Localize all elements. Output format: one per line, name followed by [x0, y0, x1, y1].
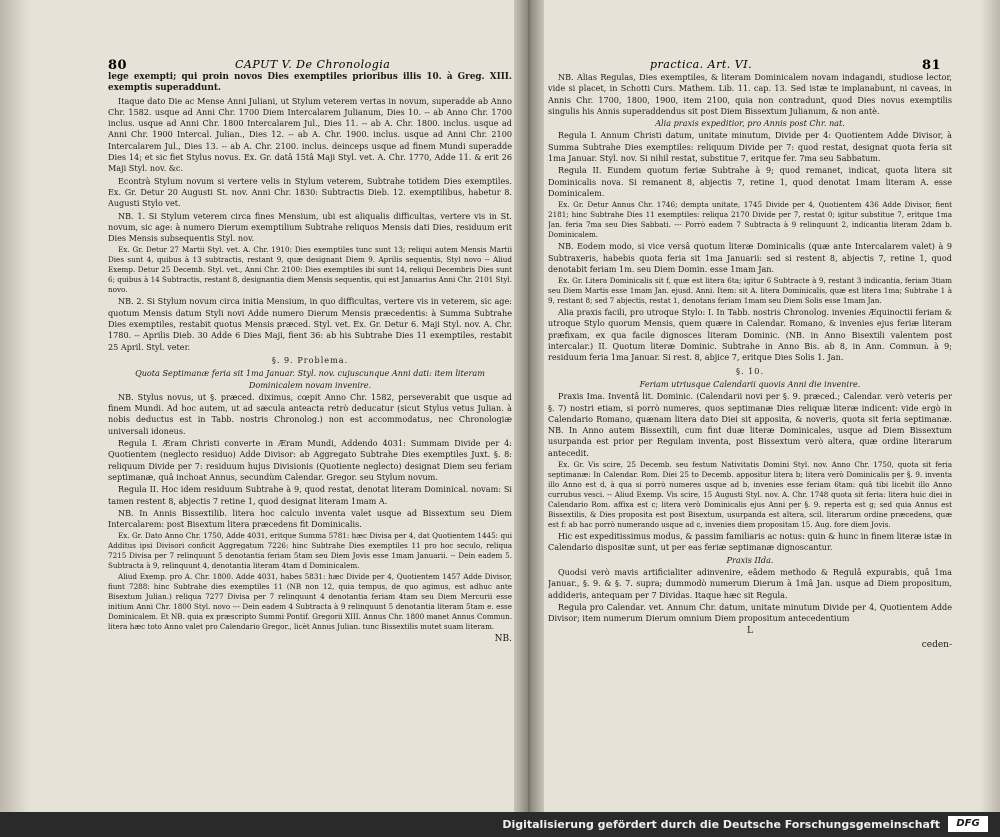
catchword: ceden-	[921, 639, 952, 650]
digitization-footer	[0, 812, 1000, 837]
dfg-logo: DFG	[948, 816, 988, 832]
book-gutter	[514, 0, 544, 812]
paragraph: NB. In Annis Bissextilib. litera hoc calculo inventa valet usque ad Bissextum seu Diem Intercalarem: post Bisextum litera præcedens fit Dominicalis.	[108, 507, 512, 530]
subheading: Praxis IIda.	[726, 554, 774, 565]
paragraph: NB. Stylus novus, ut §. præced. diximus, cœpit Anno Chr. 1582, perseverabit que usque ad finem Mundi. Ad hoc autem, ut ad sæcula anteacta retrò deducatur (sicut Stylus vetus Julian. à nobis deductus est in Tabb. nostris Chronolog.) non est accommodatus, nec Chronologiæ universali idoneus.	[108, 391, 512, 436]
paragraph: Ex. Gr. Detur Annus Chr. 1746; dempta unitate, 1745 Divide per 4, Quotientem 436 Adde Divisor, fient 2181; hinc Subtrahe Dies 11 exemptiles: reliqua 2170 Divide per 7, restat 0; igitur substitue 7, eritque 1ma Jan. feria 7ma seu Dies Sabbati. --- Porrò eadem 7 Subtracta à 9 relinquunt 2, indicantia literam 2dam b. Dominicalem.	[548, 200, 952, 240]
paragraph: lege exempti; qui proin novos Dies exemptiles prioribus illis 10. à Greg. XIII. exemptis superaddunt.	[108, 72, 512, 94]
section-heading: §. 9. Problema.	[271, 354, 349, 365]
paragraph: Praxis Ima. Inventâ lit. Dominic. (Calendarii novi per §. 9. præced.; Calendar. verò veteris per §. 7) nostri etiam, si porrò numeres, quos septimanæ Dies reliquæ literæ indicent: vide ergò in Calendario Romano, quænam litera dato Diei sit apposita, & noveris, quota sit feria septimanæ. NB. In Anno autem Bissextili, cum fint duæ literæ Dominicales, usque ad Diem Bissextum usurpanda est prior per Regulam inventa, post Bissextum verò altera, quæ ordine literarum antecedit.	[548, 391, 952, 458]
page-edge-left	[0, 0, 30, 812]
funding-credit: Digitalisierung gefördert durch die Deutsche Forschungsgemeinschaft	[502, 818, 940, 831]
paragraph: Regula II. Eundem quotum feriæ Subtrahe à 9; quod remanet, indicat, quota litera sit Dominicalis nova. Si remanent 8, abjectis 7, retine 1, quod denotat 1mam literam A. esse Dominicalem.	[548, 165, 952, 198]
paragraph: Quodsi verò mavis artificialiter adinvenire, eâdem methodo & Regulâ expurabis, quâ 1ma Januar., §. 9. & §. 7. supra; dummodò numerum Dierum à 1mâ Jan. usque ad Diem propositum, addideris, antequam per 7 Dividas. Itaque hæc sit Regula.	[548, 566, 952, 600]
right-page	[548, 0, 952, 812]
section-heading: §. 10.	[735, 365, 765, 376]
left-running-head: CAPUT V. De Chronologia	[235, 58, 391, 71]
paragraph: Aliud Exemp. pro A. Chr. 1800. Adde 4031, habes 5831: hæc Divide per 4, Quotientem 1457 Adde Divisor, fiunt 7288: hinc Subtrahe dies exemptiles 11 (NB non 12, quia tempus, de quo agimus, est adhuc ante Bisextum Julian.) reliqua 7277 Divisa per 7 relinquunt 4 denotantia feriam 4tam seu Diem Mercurii esse initium Anni Chr. 1800 Styl. novo --- Dein eadem 4 Subtracta à 9 relinquunt 5 denotantia literam 5tam e. esse Dominicalem. Et NB. quia ex præscripto Summi Pontif. Gregorii XIII. Annus Chr. 1800 manet Annus Commun. litera hæc toto Anno valet pro Calendario Gregor., licèt Annus Julian. tunc Bissextilis mutet suam literam.	[108, 572, 512, 632]
paragraph: Econtrà Stylum novum si vertere velis in Stylum veterem, Subtrahe totidem Dies exemptiles. Ex. Gr. Detur 20 Augusti St. nov. Anni Chr. 1830: Subtractis Dieb. 12. exemptilibus, habetur 8. Augusti Stylo vet.	[108, 175, 512, 209]
paragraph: Alia praxis facili, pro utroque Stylo: I. In Tabb. nostris Chronolog. invenies Æquinoctii feriam & utroque Stylo quorum Mensis, quem quære in Calendar. Romano, & invenies ejus feriæ literam præfixam, ex qua facile dignosces literam Dominic. (NB. in Anno Bisextili valentem post intercalar.) II. Quotum literæ Dominic. Subtrahe in Anno Bis. ab 8, in Ann. Commun. à 9; residuum feria 1ma Januar. Si rest. 8, abjice 7, eritque Dies Solis 1. Jan.	[548, 307, 952, 363]
paragraph: Hic est expeditissimus modus, & passim familiaris ac notus: quin & hunc in finem literæ istæ in Calendario dispositæ sunt, ut per eas feriæ septimanæ dignoscantur.	[548, 531, 952, 553]
paragraph: Regula I. Æram Christi converte in Æram Mundi, Addendo 4031: Summam Divide per 4: Quotientem (neglecto residuo) Adde Divisor: ab Aggregato Subtrahe Dies exemptiles Juxt. §. 8: reliquum Divide per 7: residuum hujus Divisionis (Quotiente neglecto) designat Diem seu feriam septimanæ, quâ inchoat Annus, secundùm Calendar. Gregor. seu Stylum novum.	[108, 438, 512, 482]
paragraph: Ex. Gr. Vis scire, 25 Decemb. seu festum Nativitatis Domini Styl. nov. Anno Chr. 1750, quota sit feria septimanæ: In Calendar. Rom. Diei 25 to Decemb. appositur litera b; litera verò Dominicalis per §. 9. inventa illo Anno est d, à qua si porrò numeres usque ad b, invenies esse feriam 6tam: quâ tibi licebit illo Anno currubus vesci. -- Aliud Exemp. Vis scire, 15 Augusti Styl. nov. A. Chr. 1748 quota sit feria: litera huic diei in Calendario Rom. affixa est c; litera verò Dominicalis ejus Anni per §. 9. reperta est g; sed quia Annus est Bissextilis, & Dies proposita est post Bisextum, usurpanda est altera, scil. literarum ordine præcedens, quæ est f: ab hac porrò numerando usque ad c, invenies diem propositam 15. Aug. fore diem Jovis.	[548, 460, 952, 530]
paragraph: Ex. Gr. Dato Anno Chr. 1750, Adde 4031, eritque Summa 5781: hæc Divisa per 4, dat Quotientem 1445: qui Additus ipsi Divisori conficit Aggregatum 7226: hinc Subtrahe Dies exemptiles 11 pro hoc seculo, reliqua 7215 Divisa per 7 relinquunt 5 denotantia feriam 5tam seu Diem Jovis esse 1mam Januarii. -- Dein eadem 5. Subtracta à 9, relinquunt 4, denotantia literam 4tam d Dominicalem.	[108, 531, 512, 571]
paragraph: Itaque dato Die ac Mense Anni Juliani, ut Stylum veterem vertas in novum, superadde ab Anno Chr. 1582. usque ad Anni Chr. 1700 Diem Intercalarem Julianum, Dies 10. -- ab Anno Chr. 1700 inclus. usque ad Anni Chr. 1800 Intercalarem Jul., Dies 11. -- ab A. Chr. 1800. inclus. usque ad Anni Chr. 1900 Intercal. Julian., Dies 12. -- ab A. Chr. 1900. inclus. usque ad Anni Chr. 2100 Intercalarem Jul., Dies 13. -- ab A. Chr. 2100. inclus. deinceps usque ad finem Mundi superadde Dies 14; et sic fiet Stylus novus. Ex. Gr. datâ 15tâ Maji Styl. vet. A. Chr. 1770, Adde 11. & erit 26 Maji Styl. nov. &c.	[108, 95, 512, 174]
paragraph: Regula pro Calendar. vet. Annum Chr. datum, unitate minutum Divide per 4, Quotientem Adde Divisor; item numerum Dierum omnium Diem propositum antecedentium	[548, 601, 952, 624]
paragraph: NB. Eodem modo, si vice versâ quotum literæ Dominicalis (quæ ante Intercalarem valet) à 9 Subtraxeris, habebis quota feria sit 1ma Januarii: sed si restent 8, abjectis 7, retine 1, quod denotabit feriam 1m. seu Diem Domin. esse 1mam Jan.	[548, 241, 952, 274]
paragraph: NB. Alias Regulas, Dies exemptiles, & literam Dominicalem novam indagandi, studiose lector, vide si placet, in Schotti Curs. Mathem. Lib. 11. cap. 13. Sed istæ te implanabunt, ni caveas, in Annis Chr. 1700, 1800, 1900, item 2100, quia non contradunt, quod Dies novus exemptilis singulis his Annis superaddendus sit post Diem Bissextum Julianum, & non antè.	[548, 72, 952, 116]
subheading: Alia praxis expeditior, pro Annis post Chr. nat.	[655, 118, 845, 129]
subheading: Feriam utriusque Calendarii quovis Anni die invenire.	[639, 378, 861, 389]
right-running-head: practica. Art. VI.	[650, 58, 753, 71]
paragraph: Ex. Gr. Detur 27 Martii Styl. vet. A. Chr. 1910: Dies exemptiles tunc sunt 13; reliqui autem Mensis Martii Dies sunt 4, quibus à 13 subtractis, restant 9, quæ designant Diem 9. Aprilis sequentis, Styl novo -- Aliud Exemp. Detur 25 Decemb. Styl. vet., Anni Chr. 2100: Dies exemptiles ibi sunt 14, reliqui Decembris Dies sunt 6; quibus à 14 Subtractis, restant 8, designantia diem Mensis sequentis, qui est Januarius Anni Chr. 2101 Styl. novo.	[108, 245, 512, 295]
paragraph: Regula I. Annum Christi datum, unitate minutum, Divide per 4: Quotientem Adde Divisor, à Summa Subtrahe Dies exemptiles: reliquum Divide per 7: quod restat, designat quota feria sit 1ma Januar. Styl. nov. Si nihil restat, substitue 7, eritque fer. 7ma seu Sabbatum.	[548, 130, 952, 164]
paragraph: NB. 2. Si Stylum novum circa initia Mensium, in quo difficultas, vertere vis in veterem, sic age: quotum Mensis datum Styli novi Adde numero Dierum Mensis præcedentis: à Summa Subtrahe Dies exemptiles, restabit quotus Mensis præced. Styl. vet. Ex. Gr. Detur 6. Maji Styl. nov. A. Chr. 1780. -- Aprilis Dieb. 30 Adde 6 Dies Maji, fient 36: ab his Subtrahe Dies 11 exemptiles, restabit 25 April. Styl. veter.	[108, 296, 512, 352]
paragraph: Ex. Gr. Litera Dominicalis sit f, quæ est litera 6ta; igitur 6 Subtracte à 9, restant 3 indicantia, feriam 3tiam seu Diem Martis esse 1mam Jan. ejusd. Anni. Item: sit A. litera Dominicalis, quæ est litera 1ma; Subtrahe 1 à 9, restant 8; sed 7 abjectis, restat 1, denotans feriam 1mam seu Diem Solis esse 1mam Jan.	[548, 276, 952, 306]
left-page	[108, 0, 512, 812]
signature-mark: L	[747, 626, 753, 637]
catchword: NB.	[494, 634, 512, 645]
problem-statement: Quota Septimanæ feria sit 1ma Januar. Styl. nov. cujuscunque Anni dati: item literam Dominicalem novam invenire.	[135, 368, 485, 390]
paragraph: Regula II. Hoc idem residuum Subtrahe à 9, quod restat, denotat literam Dominical. novam: Si tamen restent 8, abjectis 7 retine 1, quod designat literam 1mam A.	[108, 484, 512, 506]
right-page-number: 81	[922, 58, 942, 73]
left-page-number: 80	[108, 58, 128, 73]
page-edge-right	[980, 0, 1000, 812]
paragraph: NB. 1. Si Stylum veterem circa fines Mensium, ubi est aliqualis difficultas, vertere vis in St. novum, sic age: à numero Dierum exemptilium Subtrahe reliquos Mensis dati Dies, residuum erit Dies Mensis subsequentis Styl. nov.	[108, 210, 512, 244]
